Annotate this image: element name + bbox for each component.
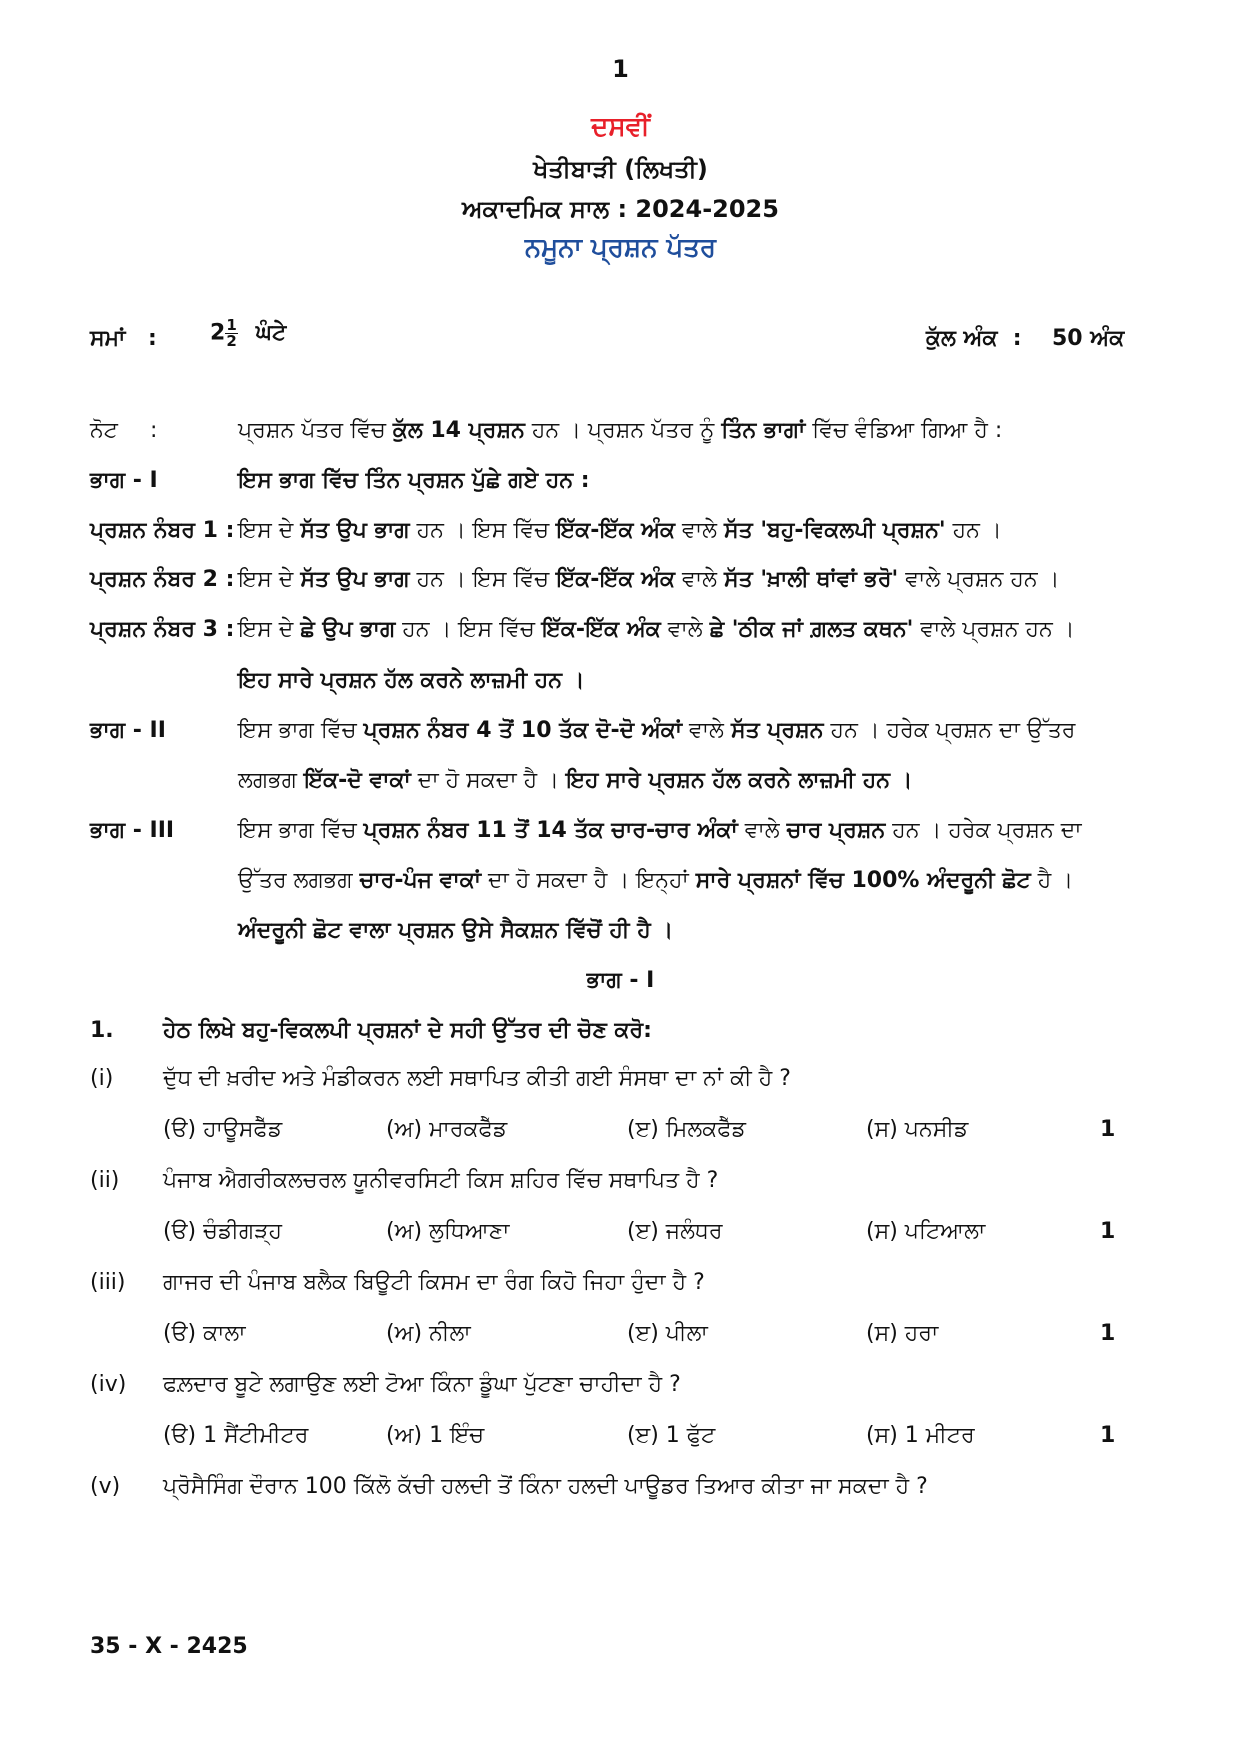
q1-text: ਇਸ ਦੇ ਸੱਤ ਉਪ ਭਾਗ ਹਨ । ਇਸ ਵਿੱਚ ਇੱਕ-ਇੱਕ ਅੰਕ ਵਾਲੇ ਸੱਤ 'ਬਹੁ-ਵਿਕਲਪੀ ਪ੍ਰਸ਼ਨ' ਹਨ ।: [238, 518, 1002, 543]
subject-title: ਖੇਤੀਬਾੜੀ (ਲਿਖਤੀ): [533, 155, 708, 183]
part3-label: ਭਾਗ - III: [90, 818, 175, 843]
subq-number: (iv): [90, 1372, 127, 1397]
time-whole: 2: [210, 320, 226, 346]
subq-number: (i): [90, 1066, 114, 1091]
option-a: (ੳ) ਚੰਡੀਗੜ੍ਹ: [163, 1219, 283, 1244]
note-colon: :: [150, 418, 158, 443]
marks: 1: [1100, 1219, 1116, 1244]
subq-text: ਪੰਜਾਬ ਐਗਰੀਕਲਚਰਲ ਯੂਨੀਵਰਸਿਟੀ ਕਿਸ ਸ਼ਹਿਰ ਵਿੱਚ ਸਥਾਪਿਤ ਹੈ ?: [163, 1168, 719, 1193]
time-colon: :: [148, 326, 157, 351]
option-a: (ੳ) ਹਾਊਸਫੈੱਡ: [163, 1117, 283, 1142]
time-unit: ਘੰਟੇ: [255, 320, 287, 346]
page-number: 1: [612, 55, 629, 83]
marks: 1: [1100, 1321, 1116, 1346]
option-d: (ਸ) ਹਰਾ: [866, 1321, 939, 1346]
footer-code: 35 - X - 2425: [90, 1634, 248, 1659]
q1-label: ਪ੍ਰਸ਼ਨ ਨੰਬਰ 1 :: [90, 518, 235, 543]
option-c: (ੲ) 1 ਫੁੱਟ: [627, 1423, 716, 1448]
option-d: (ਸ) ਪਟਿਆਲਾ: [866, 1219, 986, 1244]
option-d: (ਸ) ਪਨਸੀਡ: [866, 1117, 969, 1142]
option-c: (ੲ) ਮਿਲਕਫੈੱਡ: [627, 1117, 746, 1142]
subq-number: (ii): [90, 1168, 120, 1193]
paper-type: ਨਮੂਨਾ ਪ੍ਰਸ਼ਨ ਪੱਤਰ: [524, 233, 717, 263]
time-label: ਸਮਾਂ: [90, 326, 126, 351]
time-value: [210, 318, 286, 349]
marks-value: 50 ਅੰਕ: [1052, 326, 1125, 351]
subq-number: (v): [90, 1474, 121, 1499]
option-a: (ੳ) 1 ਸੈਂਟੀਮੀਟਰ: [163, 1423, 309, 1448]
q3-label: ਪ੍ਰਸ਼ਨ ਨੰਬਰ 3 :: [90, 617, 235, 642]
option-b: (ਅ) ਨੀਲਾ: [386, 1321, 471, 1346]
q2-text: ਇਸ ਦੇ ਸੱਤ ਉਪ ਭਾਗ ਹਨ । ਇਸ ਵਿੱਚ ਇੱਕ-ਇੱਕ ਅੰਕ ਵਾਲੇ ਸੱਤ 'ਖ਼ਾਲੀ ਥਾਂਵਾਂ ਭਰੋ' ਵਾਲੇ ਪ੍ਰਸ਼ਨ ਹਨ ।: [238, 567, 1060, 592]
academic-year: ਅਕਾਦਮਿਕ ਸਾਲ : 2024-2025: [462, 195, 779, 223]
time-fraction-num: 1: [226, 316, 237, 334]
marks-colon: :: [1012, 326, 1022, 351]
part3-text-line3: ਅੰਦਰੂਨੀ ਛੋਟ ਵਾਲਾ ਪ੍ਰਸ਼ਨ ਉਸੇ ਸੈਕਸ਼ਨ ਵਿੱਚੋਂ ਹੀ ਹੈ ।: [238, 918, 674, 943]
part2-text-line1: ਇਸ ਭਾਗ ਵਿੱਚ ਪ੍ਰਸ਼ਨ ਨੰਬਰ 4 ਤੋਂ 10 ਤੱਕ ਦੋ-ਦੋ ਅੰਕਾਂ ਵਾਲੇ ਸੱਤ ਪ੍ਰਸ਼ਨ ਹਨ । ਹਰੇਕ ਪ੍ਰਸ਼ਨ ਦਾ ਉੱਤਰ: [238, 718, 1076, 743]
subq-number: (iii): [90, 1270, 126, 1295]
compulsory-note: ਇਹ ਸਾਰੇ ਪ੍ਰਸ਼ਨ ਹੱਲ ਕਰਨੇ ਲਾਜ਼ਮੀ ਹਨ ।: [238, 668, 585, 693]
part1-text: ਇਸ ਭਾਗ ਵਿੱਚ ਤਿੰਨ ਪ੍ਰਸ਼ਨ ਪੁੱਛੇ ਗਏ ਹਨ :: [238, 468, 590, 493]
option-b: (ਅ) 1 ਇੰਚ: [386, 1423, 485, 1448]
question-number: 1.: [90, 1018, 114, 1043]
option-d: (ਸ) 1 ਮੀਟਰ: [866, 1423, 975, 1448]
time-fraction: [225, 318, 237, 349]
option-b: (ਅ) ਮਾਰਕਫੈੱਡ: [386, 1117, 508, 1142]
marks-label: [926, 326, 1022, 351]
marks: 1: [1100, 1117, 1116, 1142]
option-c: (ੲ) ਜਲੰਧਰ: [627, 1219, 723, 1244]
subq-text: ਦੁੱਧ ਦੀ ਖ਼ਰੀਦ ਅਤੇ ਮੰਡੀਕਰਨ ਲਈ ਸਥਾਪਿਤ ਕੀਤੀ ਗਈ ਸੰਸਥਾ ਦਾ ਨਾਂ ਕੀ ਹੈ ?: [163, 1066, 791, 1091]
subq-text: ਪ੍ਰੋਸੈਸਿੰਗ ਦੌਰਾਨ 100 ਕਿੱਲੋ ਕੱਚੀ ਹਲਦੀ ਤੋਂ ਕਿੰਨਾ ਹਲਦੀ ਪਾਊਡਰ ਤਿਆਰ ਕੀਤਾ ਜਾ ਸਕਦਾ ਹੈ ?: [163, 1474, 928, 1499]
part2-text-line2: ਲਗਭਗ ਇੱਕ-ਦੋ ਵਾਕਾਂ ਦਾ ਹੋ ਸਕਦਾ ਹੈ । ਇਹ ਸਾਰੇ ਪ੍ਰਸ਼ਨ ਹੱਲ ਕਰਨੇ ਲਾਜ਼ਮੀ ਹਨ ।: [238, 768, 913, 793]
part1-label: ਭਾਗ - I: [90, 468, 158, 493]
marks-label-text: ਕੁੱਲ ਅੰਕ: [926, 326, 998, 351]
class-title: ਦਸਵੀਂ: [591, 112, 650, 142]
option-b: (ਅ) ਲੁਧਿਆਣਾ: [386, 1219, 510, 1244]
q3-text: ਇਸ ਦੇ ਛੇ ਉਪ ਭਾਗ ਹਨ । ਇਸ ਵਿੱਚ ਇੱਕ-ਇੱਕ ਅੰਕ ਵਾਲੇ ਛੇ 'ਠੀਕ ਜਾਂ ਗ਼ਲਤ ਕਥਨ' ਵਾਲੇ ਪ੍ਰਸ਼ਨ ਹਨ ।: [238, 617, 1075, 642]
marks: 1: [1100, 1423, 1116, 1448]
part2-label: ਭਾਗ - II: [90, 718, 166, 743]
section-heading: ਭਾਗ - I: [586, 968, 655, 993]
subq-text: ਫਲ਼ਦਾਰ ਬੂਟੇ ਲਗਾਉਣ ਲਈ ਟੋਆ ਕਿੰਨਾ ਡੂੰਘਾ ਪੁੱਟਣਾ ਚਾਹੀਦਾ ਹੈ ?: [163, 1372, 681, 1397]
subq-text: ਗਾਜਰ ਦੀ ਪੰਜਾਬ ਬਲੈਕ ਬਿਊਟੀ ਕਿਸਮ ਦਾ ਰੰਗ ਕਿਹੋ ਜਿਹਾ ਹੁੰਦਾ ਹੈ ?: [163, 1270, 705, 1295]
time-fraction-den: 2: [226, 332, 237, 350]
q2-label: ਪ੍ਰਸ਼ਨ ਨੰਬਰ 2 :: [90, 567, 235, 592]
question-title: ਹੇਠ ਲਿਖੇ ਬਹੁ-ਵਿਕਲਪੀ ਪ੍ਰਸ਼ਨਾਂ ਦੇ ਸਹੀ ਉੱਤਰ ਦੀ ਚੋਣ ਕਰੋ:: [163, 1018, 652, 1043]
part3-text-line2: ਉੱਤਰ ਲਗਭਗ ਚਾਰ-ਪੰਜ ਵਾਕਾਂ ਦਾ ਹੋ ਸਕਦਾ ਹੈ । ਇਨ੍ਹਾਂ ਸਾਰੇ ਪ੍ਰਸ਼ਨਾਂ ਵਿੱਚ 100% ਅੰਦਰੂਨੀ ਛੋਟ ਹੈ ।: [238, 868, 1074, 893]
part3-text-line1: ਇਸ ਭਾਗ ਵਿੱਚ ਪ੍ਰਸ਼ਨ ਨੰਬਰ 11 ਤੋਂ 14 ਤੱਕ ਚਾਰ-ਚਾਰ ਅੰਕਾਂ ਵਾਲੇ ਚਾਰ ਪ੍ਰਸ਼ਨ ਹਨ । ਹਰੇਕ ਪ੍ਰਸ਼ਨ ਦਾ: [238, 818, 1082, 843]
note-label: ਨੋਟ: [90, 418, 118, 443]
option-a: (ੳ) ਕਾਲਾ: [163, 1321, 246, 1346]
note-text: ਪ੍ਰਸ਼ਨ ਪੱਤਰ ਵਿੱਚ ਕੁੱਲ 14 ਪ੍ਰਸ਼ਨ ਹਨ । ਪ੍ਰਸ਼ਨ ਪੱਤਰ ਨੂੰ ਤਿੰਨ ਭਾਗਾਂ ਵਿੱਚ ਵੰਡਿਆ ਗਿਆ ਹੈ :: [238, 418, 1003, 443]
option-c: (ੲ) ਪੀਲਾ: [627, 1321, 708, 1346]
